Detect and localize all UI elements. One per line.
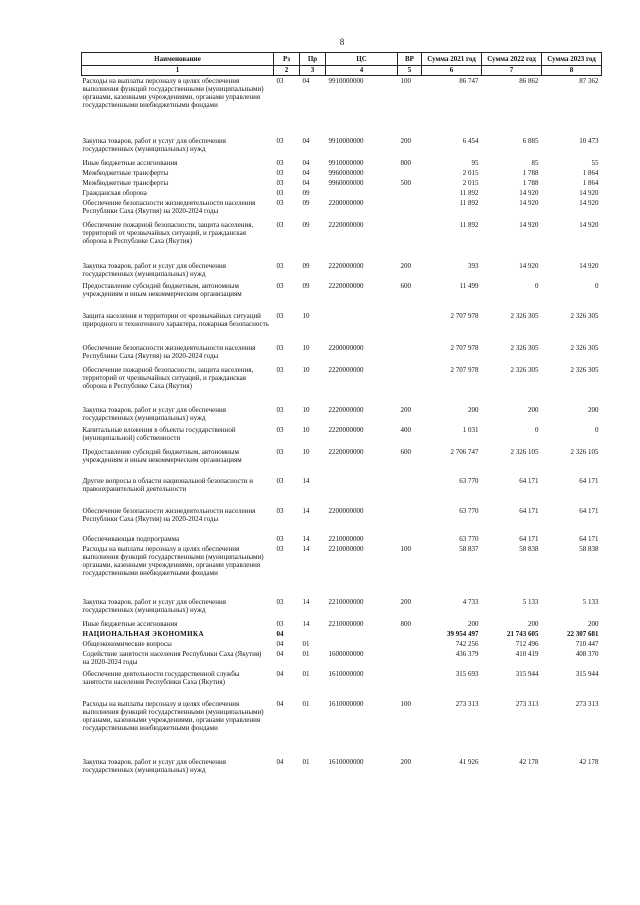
cell-cs: 2210000000 [328,597,364,606]
cell-name: Расходы на выплаты персоналу в целях обеспечения выполнения функций государственными (муниципальными) органами, казенными учреждениями, органами управления государственными внебюджетными фондами [82,77,264,109]
cell-pr: 14 [302,597,310,606]
cell-cs: 2220000000 [328,365,364,374]
cell-vr: 800 [400,158,411,167]
cell-s2022: 14 920 [519,188,539,197]
cell-s2023: 2 326 305 [570,311,599,320]
table-row [82,261,602,281]
cell-pr: 10 [302,311,310,320]
cell-name: НАЦИОНАЛЬНАЯ ЭКОНОМИКА [82,629,204,638]
cell-rz: 03 [276,534,284,543]
cell-rz: 03 [276,447,284,456]
column-number: 1 [82,66,274,76]
cell-s2021: 11 892 [459,188,479,197]
table-body [82,76,602,779]
cell-name: Предоставление субсидий бюджетным, автономным учреждениям и иным некоммерческим организациям [82,447,242,464]
cell-s2023: 10 473 [579,136,599,145]
cell-cs: 9960000000 [328,168,364,177]
cell-pr: 01 [302,639,310,648]
cell-s2023: 315 944 [575,669,599,678]
cell-vr [398,534,422,544]
cell-s2021: 6 454 [462,136,479,145]
cell-pr: 04 [302,168,310,177]
cell-s2021: 39 954 497 [447,629,479,638]
cell-pr [300,629,326,639]
cell-s2023: 42 178 [579,757,599,766]
cell-s2023: 1 864 [582,178,599,187]
cell-s2021: 11 892 [459,220,479,229]
cell-pr: 04 [302,158,310,167]
cell-cs [326,629,398,639]
cell-name: Обеспечение деятельности государственной службы занятости населения Республики Саха (Якутия) [82,669,240,686]
cell-s2023: 14 920 [579,198,599,207]
budget-table [81,52,602,779]
cell-s2021: 200 [468,405,479,414]
table-row [82,506,602,534]
cell-pr: 10 [302,425,310,434]
cell-name: Закупка товаров, работ и услуг для обеспечения государственных (муниципальных) нужд [82,261,226,278]
cell-cs: 9960000000 [328,178,364,187]
cell-pr: 09 [302,198,310,207]
cell-s2023: 22 307 681 [567,629,599,638]
cell-vr [398,220,422,261]
cell-s2022: 64 171 [519,506,539,515]
table-row [82,447,602,476]
cell-s2022: 410 419 [515,649,539,658]
cell-s2022: 0 [535,281,539,290]
cell-s2023: 200 [588,405,599,414]
col-header-2021: Сумма 2021 год [422,53,482,66]
col-header-name: Наименование [82,53,274,66]
column-number: 2 [274,66,300,76]
column-number: 3 [300,66,326,76]
cell-cs: 9910000000 [328,136,364,145]
cell-rz: 03 [276,261,284,270]
cell-s2022: 64 171 [519,476,539,485]
table-row [82,649,602,669]
cell-s2021: 1 031 [462,425,479,434]
table-row [82,178,602,188]
cell-rz: 03 [276,544,284,553]
cell-s2021: 315 693 [455,669,479,678]
col-header-2023: Сумма 2023 год [542,53,602,66]
cell-rz: 03 [276,597,284,606]
table-row [82,425,602,447]
cell-rz: 03 [276,136,284,145]
cell-name: Расходы на выплаты персоналу в целях обеспечения выполнения функций государственными (муниципальными) органами, казенными учреждениями, органами управления государственными внебюджетными фондами [82,699,264,732]
cell-rz: 03 [276,311,284,320]
cell-cs: 2220000000 [328,220,364,229]
cell-s2021: 2 707 978 [450,311,479,320]
cell-vr [398,649,422,669]
cell-vr: 600 [400,281,411,290]
cell-s2021: 4 733 [462,597,479,606]
cell-pr: 10 [302,365,310,374]
cell-cs: 2220000000 [328,405,364,414]
cell-vr [398,365,422,405]
cell-s2022: 712 496 [515,639,539,648]
cell-s2022: 2 326 305 [510,365,539,374]
cell-name: Обеспечение безопасности жизнедеятельности населения Республики Саха (Якутия) на 2020-2024 годы [82,343,256,360]
table-row [82,198,602,220]
cell-name: Содействие занятости населения Республики Саха (Якутия) на 2020-2024 годы [82,649,262,666]
cell-cs: 1610000000 [328,669,364,678]
table-row [82,188,602,198]
table-row [82,76,602,136]
cell-s2021: 41 926 [459,757,479,766]
page-number: 8 [339,37,345,47]
cell-s2022: 2 326 305 [510,343,539,352]
cell-s2023: 5 133 [582,597,599,606]
cell-pr: 09 [302,281,310,290]
cell-s2023: 0 [595,281,599,290]
cell-cs [326,188,398,198]
cell-s2022: 64 171 [519,534,539,543]
cell-s2022: 14 920 [519,261,539,270]
cell-pr: 01 [302,669,310,678]
cell-s2023: 1 864 [582,168,599,177]
cell-vr: 400 [400,425,411,434]
cell-pr: 09 [302,261,310,270]
cell-cs: 2220000000 [328,425,364,434]
cell-vr [398,629,422,639]
cell-pr: 10 [302,343,310,352]
cell-vr: 200 [400,136,411,145]
col-header-pr: Пр [300,53,326,66]
cell-cs: 2200000000 [328,343,364,352]
cell-name: Закупка товаров, работ и услуг для обеспечения государственных (муниципальных) нужд [82,597,226,614]
cell-vr: 200 [400,597,411,606]
cell-s2023: 14 920 [579,261,599,270]
cell-s2021: 11 892 [459,198,479,207]
cell-cs: 2200000000 [328,198,364,207]
cell-name: Расходы на выплаты персоналу в целях обеспечения выполнения функций государственными (муниципальными) органами, казенными учреждениями, органами управления государственными внебюджетными фондами [82,544,264,577]
cell-s2021: 63 770 [459,476,479,485]
cell-name: Межбюджетные трансферты [82,168,169,177]
cell-s2021: 393 [468,261,479,270]
cell-rz: 03 [276,476,284,485]
cell-pr: 14 [302,476,310,485]
table-row [82,365,602,405]
table-row [82,136,602,158]
cell-vr [398,168,422,178]
cell-s2022: 58 838 [519,544,539,553]
cell-cs: 2210000000 [328,544,364,553]
cell-vr: 100 [400,77,411,85]
cell-name: Обеспечение безопасности жизнедеятельности населения Республики Саха (Якутия) на 2020-2024 годы [82,506,256,523]
cell-vr [398,188,422,198]
cell-s2023: 14 920 [579,220,599,229]
cell-pr: 01 [302,699,310,708]
cell-pr: 04 [302,136,310,145]
cell-cs: 9910000000 [328,77,364,85]
cell-pr: 09 [302,188,310,197]
cell-vr [398,639,422,649]
cell-s2021: 95 [471,158,479,167]
cell-name: Гражданская оборона [82,188,147,197]
cell-cs: 1600000000 [328,649,364,658]
cell-name: Капитальные вложения в объекты государственной (муниципальной) собственности [82,425,236,442]
cell-s2021: 2 015 [462,178,479,187]
cell-vr: 100 [400,544,411,553]
column-number: 6 [422,66,482,76]
cell-vr [398,506,422,534]
col-header-rz: Рз [274,53,300,66]
cell-rz: 04 [276,639,284,648]
cell-vr: 100 [400,699,411,708]
cell-name: Обеспечивающая подпрограмма [82,534,180,543]
cell-name: Иные бюджетные ассигнования [82,619,178,628]
cell-cs: 1610000000 [328,699,364,708]
cell-vr: 200 [400,261,411,270]
table-row [82,699,602,757]
cell-s2023: 2 326 305 [570,343,599,352]
table-row [82,405,602,425]
table-row [82,168,602,178]
table-row [82,534,602,544]
cell-s2023: 58 838 [579,544,599,553]
cell-name: Закупка товаров, работ и услуг для обеспечения государственных (муниципальных) нужд [82,757,226,774]
cell-s2021: 11 499 [459,281,479,290]
cell-vr [398,343,422,365]
cell-pr: 14 [302,506,310,515]
cell-rz: 04 [276,629,284,638]
cell-s2023: 64 171 [579,506,599,515]
cell-s2023: 408 370 [575,649,599,658]
cell-cs: 2210000000 [328,619,364,628]
cell-vr: 600 [400,447,411,456]
cell-name: Иные бюджетные ассигнования [82,158,178,167]
cell-s2021: 200 [468,619,479,628]
header-row [82,53,602,66]
cell-s2021: 2 706 747 [450,447,479,456]
cell-cs: 2220000000 [328,447,364,456]
cell-s2023: 710 447 [575,639,599,648]
cell-s2021: 2 015 [462,168,479,177]
cell-name: Предоставление субсидий бюджетным, автономным учреждениям и иным некоммерческим организациям [82,281,242,298]
column-number-row [82,66,602,76]
table-row [82,158,602,168]
cell-s2023: 14 920 [579,188,599,197]
cell-rz: 04 [276,757,284,766]
cell-s2023: 87 362 [579,77,599,85]
cell-pr: 01 [302,757,310,766]
table-row [82,629,602,639]
table-row [82,476,602,506]
cell-s2022: 86 862 [519,77,539,85]
cell-s2022: 5 133 [522,597,539,606]
cell-cs [326,311,398,343]
table-row [82,619,602,629]
cell-vr: 800 [400,619,411,628]
table-row [82,757,602,779]
cell-name: Обеспечение пожарной безопасности, защита населения, территорий от чрезвычайных ситуаций, и гражданская оборона в Республике Саха (Якутия) [82,365,254,390]
column-number: 5 [398,66,422,76]
cell-s2021: 742 256 [455,639,479,648]
table-row [82,669,602,699]
cell-pr: 04 [302,77,310,85]
cell-rz: 03 [276,405,284,414]
cell-vr [398,476,422,506]
cell-name: Общеэкономические вопросы [82,639,172,648]
cell-s2022: 6 885 [522,136,539,145]
cell-s2021: 436 379 [455,649,479,658]
cell-rz: 03 [276,343,284,352]
table-row [82,281,602,311]
cell-s2023: 64 171 [579,476,599,485]
cell-pr: 01 [302,649,310,658]
cell-s2023: 64 171 [579,534,599,543]
cell-cs: 2220000000 [328,281,364,290]
cell-cs: 2200000000 [328,506,364,515]
cell-cs [326,639,398,649]
table-row [82,597,602,619]
cell-s2021: 63 770 [459,534,479,543]
cell-s2022: 200 [528,405,539,414]
cell-s2021: 58 837 [459,544,479,553]
cell-name: Защита населения и территории от чрезвычайных ситуаций природного и техногенного характера, пожарная безопасность [82,311,269,328]
cell-s2022: 14 920 [519,220,539,229]
cell-rz: 03 [276,178,284,187]
cell-name: Другие вопросы в области национальной безопасности и правоохранительной деятельности [82,476,253,493]
cell-s2023: 200 [588,619,599,628]
cell-pr: 10 [302,447,310,456]
cell-s2021: 2 707 978 [450,365,479,374]
cell-rz: 03 [276,365,284,374]
col-header-vr: ВР [398,53,422,66]
cell-s2023: 2 326 305 [570,365,599,374]
cell-vr: 500 [400,178,411,187]
column-number: 4 [326,66,398,76]
cell-pr: 14 [302,544,310,553]
cell-s2021: 273 313 [455,699,479,708]
cell-cs: 2210000000 [328,534,364,543]
cell-pr: 14 [302,534,310,543]
cell-s2022: 2 326 105 [510,447,539,456]
column-number: 8 [542,66,602,76]
cell-s2022: 273 313 [515,699,539,708]
cell-pr: 04 [302,178,310,187]
cell-s2022: 1 788 [522,168,539,177]
col-header-cs: ЦС [326,53,398,66]
cell-pr: 14 [302,619,310,628]
cell-name: Закупка товаров, работ и услуг для обеспечения государственных (муниципальных) нужд [82,405,226,422]
cell-rz: 03 [276,168,284,177]
cell-rz: 03 [276,188,284,197]
cell-rz: 03 [276,506,284,515]
cell-cs [326,476,398,506]
cell-s2021: 63 770 [459,506,479,515]
cell-pr: 09 [302,220,310,229]
cell-rz: 03 [276,619,284,628]
cell-vr [398,198,422,220]
table-row [82,639,602,649]
cell-s2022: 2 326 305 [510,311,539,320]
cell-rz: 03 [276,158,284,167]
cell-s2021: 2 707 978 [450,343,479,352]
cell-vr: 200 [400,405,411,414]
cell-s2023: 0 [595,425,599,434]
cell-vr [398,669,422,699]
cell-s2022: 14 920 [519,198,539,207]
cell-s2021: 86 747 [459,77,479,85]
column-number: 7 [482,66,542,76]
cell-rz: 04 [276,669,284,678]
cell-s2023: 55 [591,158,599,167]
cell-s2022: 21 743 605 [507,629,539,638]
cell-s2022: 1 788 [522,178,539,187]
cell-rz: 03 [276,198,284,207]
cell-rz: 03 [276,425,284,434]
cell-s2022: 315 944 [515,669,539,678]
cell-vr [398,311,422,343]
table-row [82,220,602,261]
cell-name: Обеспечение безопасности жизнедеятельности населения Республики Саха (Якутия) на 2020-2024 годы [82,198,256,215]
cell-rz: 03 [276,281,284,290]
cell-s2022: 200 [528,619,539,628]
col-header-2022: Сумма 2022 год [482,53,542,66]
cell-s2022: 85 [531,158,539,167]
cell-rz: 03 [276,77,284,85]
cell-name: Межбюджетные трансферты [82,178,169,187]
cell-cs: 9910000000 [328,158,364,167]
cell-rz: 03 [276,220,284,229]
table-row [82,544,602,597]
cell-s2023: 2 326 105 [570,447,599,456]
cell-s2022: 42 178 [519,757,539,766]
cell-s2023: 273 313 [575,699,599,708]
cell-name: Закупка товаров, работ и услуг для обеспечения государственных (муниципальных) нужд [82,136,226,153]
cell-name: Обеспечение пожарной безопасности, защита населения, территорий от чрезвычайных ситуаций, и гражданская оборона в Республике Саха (Якутия) [82,220,254,245]
table-row [82,343,602,365]
cell-s2022: 0 [535,425,539,434]
cell-cs: 2220000000 [328,261,364,270]
cell-vr: 200 [400,757,411,766]
table-row [82,311,602,343]
cell-pr: 10 [302,405,310,414]
cell-cs: 1610000000 [328,757,364,766]
cell-rz: 04 [276,649,284,658]
cell-rz: 04 [276,699,284,708]
